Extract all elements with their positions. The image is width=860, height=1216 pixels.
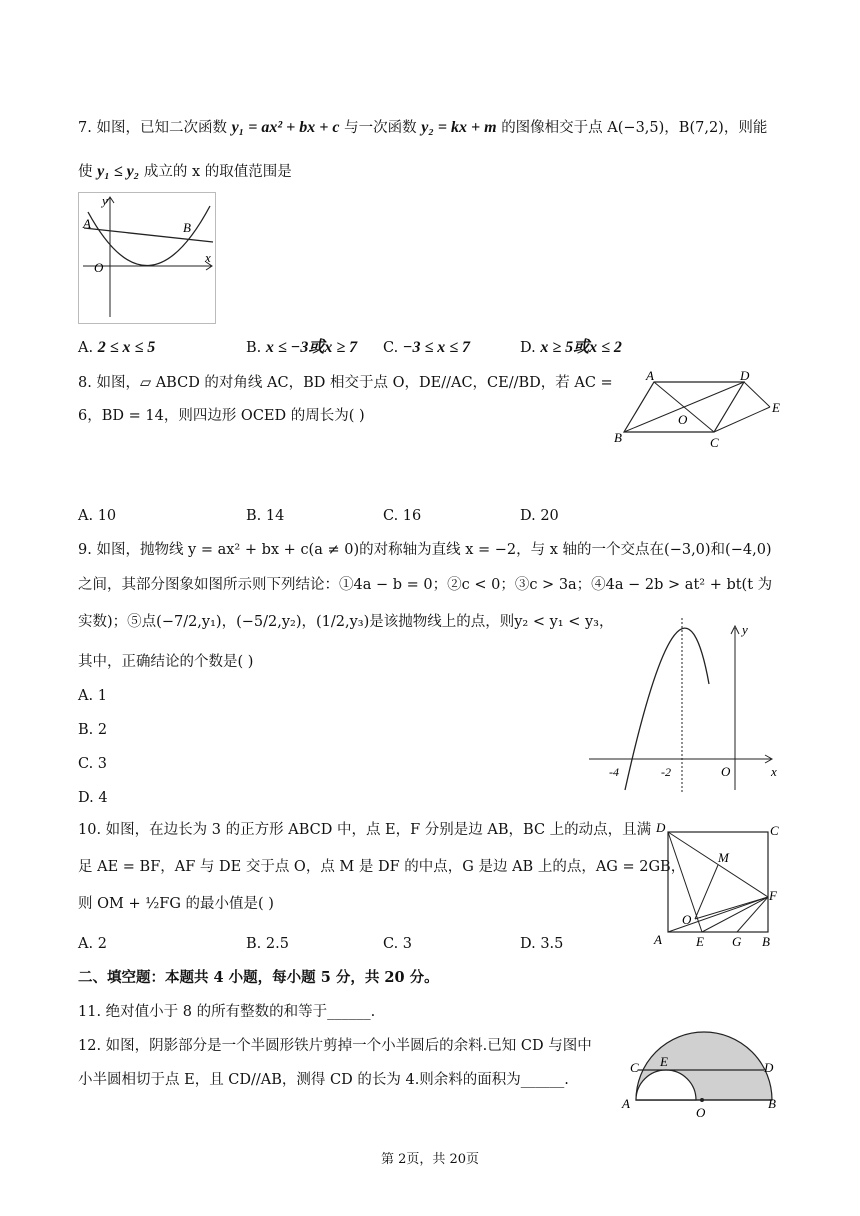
q8-option-a-text: 10 [97,508,117,524]
q7-y1-formula: y₁ = ax² + bx + c [231,119,340,136]
q9-option-b[interactable] [78,720,107,740]
q10-segment-of [695,897,768,919]
q8-label-C: C [710,435,719,450]
q12-label-O: O [696,1105,706,1120]
q10-option-d-text: 3.5 [540,936,564,952]
q8-option-b[interactable] [246,506,284,526]
q10-label-B: B [762,934,770,949]
q12-line2: 小半圆相切于点 E，且 CD//AB，测得 CD 的长为 4.则余料的面积为______. [78,1072,569,1088]
q10-option-b-letter: B. [246,936,262,952]
q8-option-c[interactable] [383,506,421,526]
q12-center-point [700,1098,704,1102]
q8-line1: 8. 如图，▱ ABCD 的对角线 AC，BD 相交于点 O，DE//AC，CE//BD，若 AC = [78,375,613,391]
q8-label-O: O [678,412,688,427]
q8-label-D: D [740,370,750,383]
q8-figure [612,370,787,452]
q10-label-D: D [656,820,666,835]
q7-label-A: A [83,216,91,231]
q7-inequality: y₁ ≤ y₂ [97,163,140,180]
q7-option-d-text: x ≥ 5或x ≤ 2 [540,339,622,356]
q7-option-b-letter: B. [246,340,262,356]
q10-option-d-letter: D. [520,936,536,952]
q9-line3: 实数)；⑤点(−7/2,y₁)，(−5/2,y₂)，(1/2,y₃)是该抛物线上的点，则y₂ < y₁ < y₃， [78,614,614,630]
q7-label-x: x [205,250,211,265]
q7-line1 [78,118,767,138]
q10-label-M: M [718,850,729,865]
q7-parabola [88,206,210,266]
q7-option-d[interactable] [520,338,622,358]
q9-label-x: x [771,764,777,779]
q9-line2: 之间，其部分图象如图所示则下列结论：①4a − b = 0；②c < 0；③c > 3a；④4a − 2b > at² + bt(t 为 [78,577,773,593]
q12-line1: 12. 如图，阴影部分是一个半圆形铁片剪掉一个小半圆后的余料.已知 CD 与图中 [78,1038,592,1054]
q8-option-b-letter: B. [246,508,262,524]
section-heading-fill-blank: 二、填空题：本题共 4 小题，每小题 5 分，共 20 分。 [78,969,439,986]
q12-label-E: E [660,1054,668,1069]
q9-figure [585,618,785,798]
q8-option-c-letter: C. [383,508,399,524]
q12-label-D: D [764,1060,774,1075]
q7-figure-frame [79,193,216,324]
q8-option-a-letter: A. [78,508,94,524]
q7-option-d-letter: D. [520,340,536,356]
q7-option-a-letter: A. [78,340,94,356]
q8-segment-ce [714,407,770,432]
q7-line [84,228,213,242]
q10-segment-ef [702,897,768,932]
q10-line1: 10. 如图，在边长为 3 的正方形 ABCD 中，点 E，F 分别是边 AB，BC 上的动点，且满 [78,822,652,838]
q9-option-d-text: 4 [98,790,108,806]
q10-label-G: G [732,934,742,949]
q10-label-C: C [770,823,779,838]
q10-option-c-text: 3 [402,936,413,952]
q10-option-a[interactable] [78,934,107,954]
q8-option-d-letter: D. [520,508,536,524]
q9-label-minus4: -4 [609,765,619,779]
q9-option-a[interactable] [78,686,107,706]
q8-option-d-text: 20 [540,508,559,524]
q10-line2: 足 AE = BF，AF 与 DE 交于点 O，点 M 是 DF 的中点，G 是边 AB 上的点，AG = 2GB， [78,859,686,875]
q10-option-a-letter: A. [78,936,94,952]
q9-option-d[interactable] [78,788,108,808]
q12-label-C: C [630,1060,639,1075]
q8-option-b-text: 14 [265,508,285,524]
q12-label-B: B [768,1096,776,1111]
q9-option-b-text: 2 [97,722,108,738]
q10-option-d[interactable] [520,934,563,954]
q7-option-c[interactable] [383,338,470,358]
q7-text-pre: 7. 如图，已知二次函数 [78,120,227,136]
q10-option-a-text: 2 [97,936,107,952]
q7-option-a[interactable] [78,338,155,358]
q10-line3: 则 OM + ½FG 的最小值是( ) [78,896,274,912]
q9-option-c-letter: C. [78,756,94,772]
q9-line1: 9. 如图，抛物线 y = ax² + bx + c(a ≠ 0)的对称轴为直线 x = −2，与 x 轴的一个交点在(−3,0)和(−4,0) [78,542,772,558]
q10-option-c[interactable] [383,934,412,954]
q7-line2-post: 成立的 x 的取值范围是 [143,164,292,180]
q7-figure [78,192,216,324]
q12-figure [616,1022,791,1122]
q7-label-O: O [94,260,104,275]
q7-text-post: 的图像相交于点 A(−3,5)，B(7,2)，则能 [501,120,768,136]
q8-label-E: E [772,400,780,415]
q9-option-a-text: 1 [97,688,107,704]
q10-option-c-letter: C. [383,936,399,952]
q7-line2 [78,162,292,182]
q7-option-a-text: 2 ≤ x ≤ 5 [97,339,156,356]
q7-option-c-text: −3 ≤ x ≤ 7 [402,339,471,356]
q8-option-a[interactable] [78,506,116,526]
q10-option-b-text: 2.5 [265,936,289,952]
q10-figure [652,820,787,950]
q9-option-a-letter: A. [78,688,94,704]
q12-label-A: A [622,1096,630,1111]
q7-text-mid: 与一次函数 [344,120,417,136]
q8-line2: 6，BD = 14，则四边形 OCED 的周长为( ) [78,408,365,424]
q10-label-O: O [682,912,692,927]
q8-label-A: A [646,370,654,383]
q7-y2-formula: y₂ = kx + m [421,119,497,136]
page-footer: 第 2页，共 20页 [380,1152,480,1167]
q7-option-c-letter: C. [383,340,399,356]
q10-label-E: E [696,934,704,949]
q9-option-c-text: 3 [97,756,108,772]
q7-line2-pre: 使 [78,164,93,180]
q10-segment-om [695,865,718,919]
q8-option-d[interactable] [520,506,559,526]
q8-segment-de [744,382,770,407]
q8-option-c-text: 16 [402,508,422,524]
q9-label-O: O [721,764,731,779]
q9-label-y: y [742,622,748,637]
q7-option-b[interactable] [246,338,357,358]
q7-option-b-text: x ≤ −3或x ≥ 7 [265,339,358,356]
q9-option-c[interactable] [78,754,107,774]
q10-label-A: A [654,932,662,947]
q9-option-d-letter: D. [78,790,94,806]
q7-label-y: y [102,193,108,208]
q11-text: 11. 绝对值小于 8 的所有整数的和等于______. [78,1004,376,1020]
q10-option-b[interactable] [246,934,289,954]
q7-label-B: B [183,220,191,235]
q9-label-minus2: -2 [661,765,671,779]
q9-line4: 其中，正确结论的个数是( ) [78,654,254,670]
q8-label-B: B [614,430,622,445]
q10-label-F: F [769,888,777,903]
q9-option-b-letter: B. [78,722,94,738]
